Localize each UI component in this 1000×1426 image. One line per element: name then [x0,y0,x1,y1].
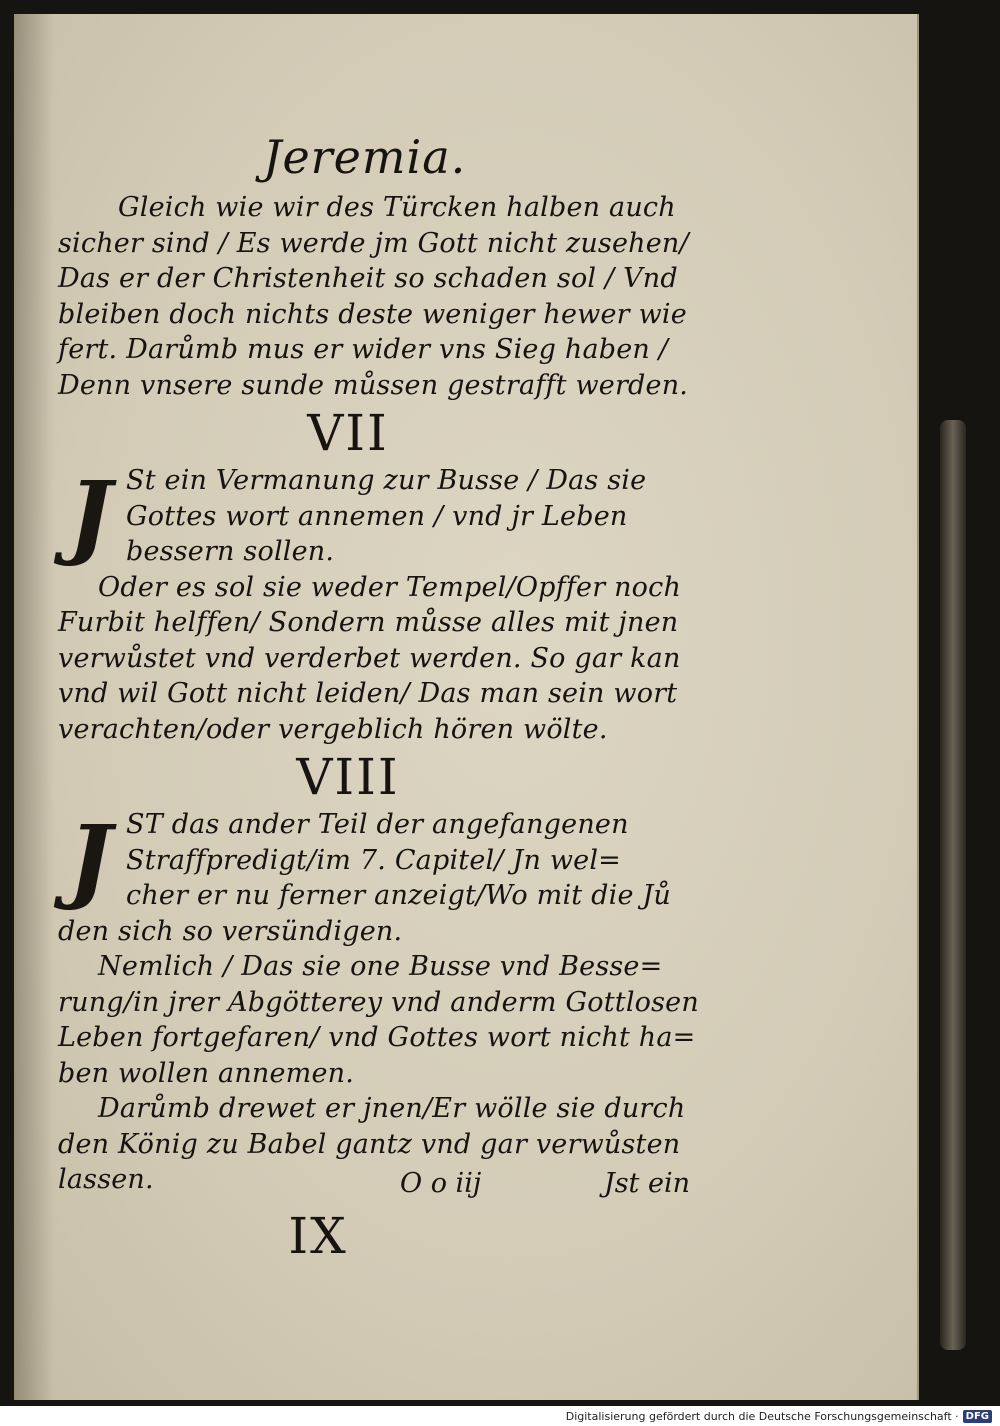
catchword-line [400,1168,690,1199]
funding-credit: Digitalisierung gefördert durch die Deutsche Forschungsgemeinschaft · [565,1409,959,1423]
text-line: Furbit helffen/ Sondern můsse alles mit jnen [58,607,679,638]
text-line: Straffpredigt/im 7. Capitel/ Jn wel= [126,844,621,876]
text-line: verwůstet vnd verderbet werden. So gar kan [58,642,681,674]
spine-shadow [14,14,54,1400]
text-line: ben wollen annemen. [58,1057,355,1089]
text-line: cher er nu ferner anzeigt/Wo mit die Jů [126,880,672,911]
paragraph-1 [58,190,689,403]
text-line: St ein Vermanung zur Busse / Das sie [126,465,647,496]
page-text [58,130,699,1266]
section-7-opening [58,463,678,570]
text-line: verachten/oder vergeblich hören wölte. [58,713,608,745]
decorated-initial: J [68,805,112,913]
text-line: Das er der Christenheit so schaden sol / Vnd [58,263,678,294]
text-line: Darůmb drewet er jnen/Er wölle sie durch [98,1093,686,1124]
section-numeral-9: IX [288,1206,348,1265]
text-line: fert. Darůmb mus er wider vns Sieg haben / [58,334,669,365]
text-line: Oder es sol sie weder Tempel/Opffer noch [98,571,682,603]
dfg-logo: DFG [963,1410,992,1423]
text-line: Gleich wie wir des Türcken halben auch [118,192,676,223]
text-line: Leben fortgefaren/ vnd Gottes wort nicht ha= [58,1022,696,1053]
catchword: Jst ein [603,1168,690,1199]
section-8-opening [58,807,678,949]
text-line: vnd wil Gott nicht leiden/ Das man sein wort [58,678,678,709]
section-numeral-7: VII [307,404,389,462]
section-numeral-8: VIII [296,748,400,806]
running-header: Jeremia. [263,130,467,184]
text-line: Denn vnsere sunde můssen gestrafft werden. [58,369,689,401]
text-line: rung/in jrer Abgötterey vnd anderm Gottlosen [58,986,699,1018]
text-line: sicher sind / Es werde jm Gott nicht zusehen/ [58,227,689,259]
text-line: bleiben doch nichts deste weniger hewer wie [58,298,687,330]
text-line: Nemlich / Das sie one Busse vnd Besse= [98,951,663,982]
text-line: den König zu Babel gantz vnd gar verwůsten [58,1128,681,1160]
text-line: ST das ander Teil der angefangenen [126,809,629,840]
text-line: Gottes wort annemen / vnd jr Leben [126,500,628,532]
paragraph-2 [58,949,699,1091]
footer-bar [0,1406,1000,1426]
adjacent-page-edge [940,420,966,1350]
text-line: den sich so versündigen. [58,915,403,947]
section-7-continuation [58,570,682,748]
decorated-initial: J [68,461,112,569]
text-line: bessern sollen. [126,536,335,567]
text-line: lassen. [58,1164,154,1195]
signature-mark: O o iij [400,1168,482,1199]
